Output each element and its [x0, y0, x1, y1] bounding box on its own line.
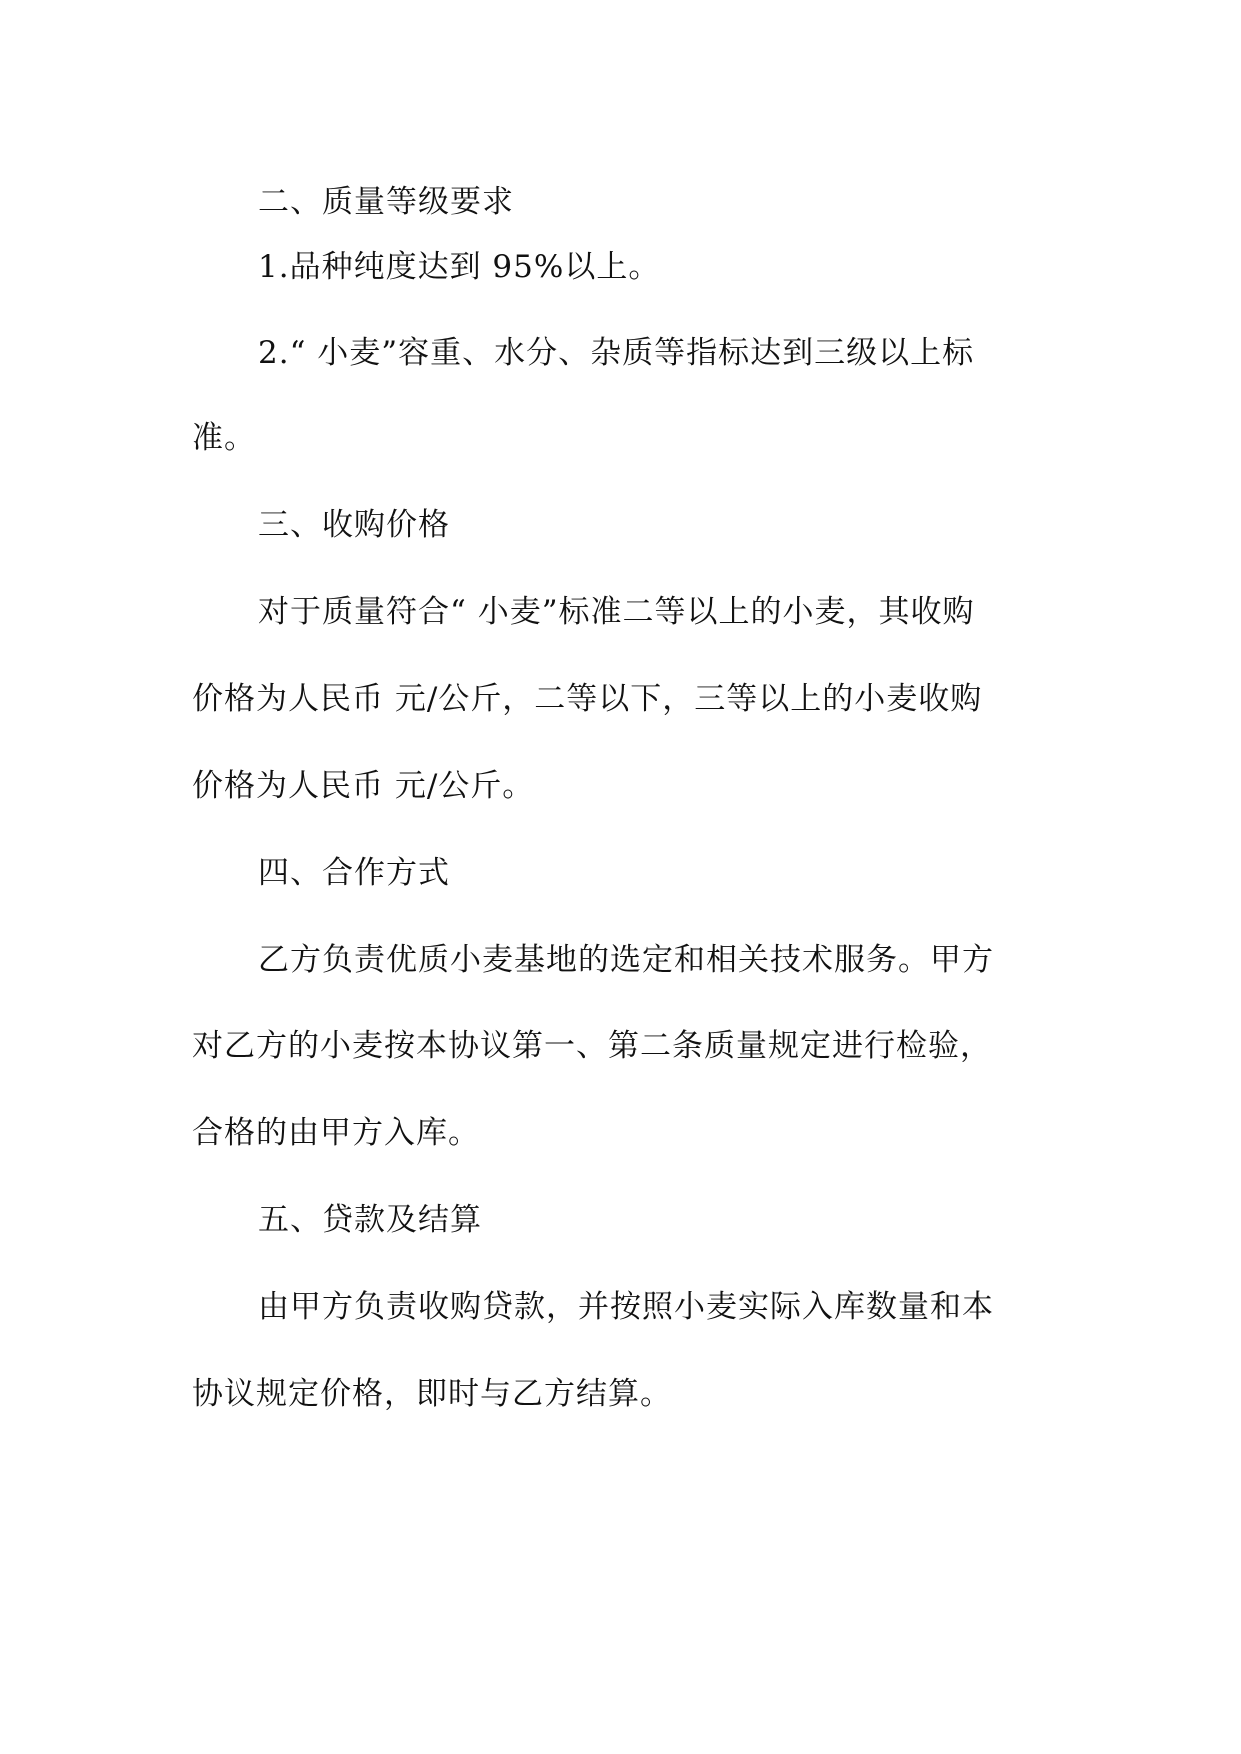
section-heading-cooperation: 四、合作方式: [258, 855, 450, 891]
paragraph-line: 价格为人民币 元/公斤。: [192, 768, 535, 804]
section-heading-quality: 二、质量等级要求: [258, 184, 514, 220]
paragraph-line: 对乙方的小麦按本协议第一、第二条质量规定进行检验，: [192, 1028, 992, 1064]
paragraph-line: 1.品种纯度达到 95%以上。: [258, 249, 661, 285]
section-heading-settlement: 五、贷款及结算: [258, 1202, 482, 1238]
paragraph-line: 2.“ 小麦”容重、水分、杂质等指标达到三级以上标: [258, 335, 975, 371]
paragraph-line: 准。: [192, 420, 256, 456]
paragraph-line: 协议规定价格，即时与乙方结算。: [192, 1376, 672, 1412]
paragraph-line: 由甲方负责收购贷款，并按照小麦实际入库数量和本: [258, 1289, 994, 1325]
section-heading-price: 三、收购价格: [258, 507, 450, 543]
paragraph-line: 价格为人民币 元/公斤，二等以下，三等以上的小麦收购: [192, 681, 983, 717]
paragraph-line: 乙方负责优质小麦基地的选定和相关技术服务。甲方: [258, 942, 994, 978]
paragraph-line: 合格的由甲方入库。: [192, 1115, 480, 1151]
paragraph-line: 对于质量符合“ 小麦”标准二等以上的小麦，其收购: [258, 594, 975, 630]
